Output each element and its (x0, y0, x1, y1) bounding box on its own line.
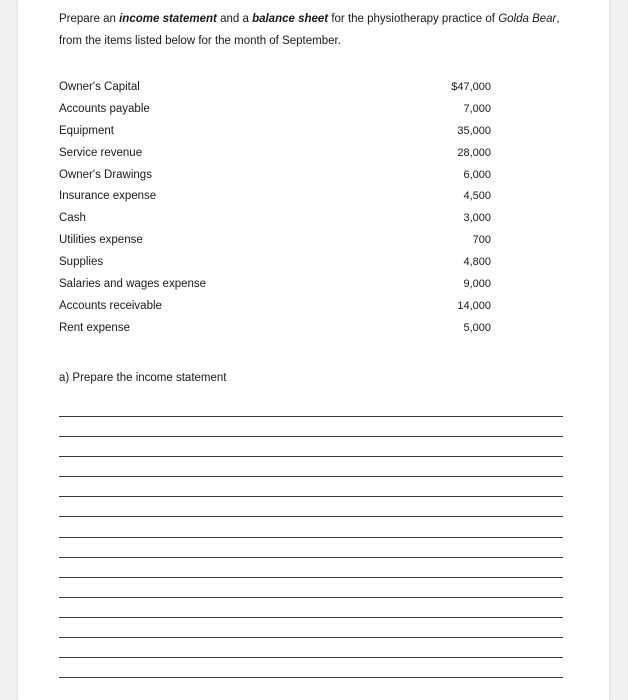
list-item (59, 207, 491, 229)
answer-line[interactable] (59, 437, 563, 457)
intro-text-4: , from the items listed below for the month of September. (59, 13, 560, 47)
list-item (59, 185, 491, 207)
item-amount: 4,800 (463, 256, 491, 269)
list-item (59, 273, 491, 295)
list-item (59, 251, 491, 273)
item-label: Cash (59, 212, 86, 225)
list-item (59, 98, 491, 120)
item-amount: 5,000 (463, 321, 491, 334)
intro-practice-owner: Golda Bear (498, 13, 557, 25)
answer-line[interactable] (59, 578, 563, 598)
item-amount: 28,000 (457, 146, 491, 159)
answer-line[interactable] (59, 558, 563, 578)
item-label: Service revenue (59, 146, 143, 159)
item-label: Utilities expense (59, 234, 143, 247)
list-item (59, 229, 491, 251)
item-amount: 700 (472, 234, 491, 247)
item-amount: 7,000 (463, 102, 491, 115)
item-label: Equipment (59, 124, 114, 137)
part-a-heading: a) Prepare the income statement (59, 372, 227, 384)
list-item (59, 76, 491, 98)
list-item (59, 142, 491, 164)
item-label: Owner's Drawings (59, 168, 152, 181)
list-item (59, 164, 491, 186)
list-item (59, 120, 491, 142)
list-item (59, 317, 491, 339)
item-amount: 35,000 (457, 124, 491, 137)
answer-line[interactable] (59, 658, 563, 678)
item-label: Owner's Capital (59, 80, 140, 93)
intro-income-statement: income statement (119, 13, 217, 25)
answer-line[interactable] (59, 618, 563, 638)
answer-line[interactable] (59, 417, 563, 437)
item-label: Insurance expense (59, 190, 157, 203)
answer-line[interactable] (59, 598, 563, 618)
intro-text-1: Prepare an (59, 13, 120, 25)
item-label: Salaries and wages expense (59, 277, 207, 290)
intro-balance-sheet: balance sheet (252, 13, 329, 25)
item-amount: 3,000 (463, 212, 491, 225)
intro-text-2: and a (216, 13, 253, 25)
item-amount: 14,000 (457, 299, 491, 312)
item-label: Rent expense (59, 321, 130, 334)
item-amount: $47,000 (451, 80, 491, 93)
item-label: Supplies (59, 256, 104, 269)
item-amount: 6,000 (463, 168, 491, 181)
answer-line[interactable] (59, 638, 563, 658)
item-amount: 4,500 (463, 190, 491, 203)
instructions (59, 8, 579, 52)
item-label: Accounts payable (59, 102, 150, 115)
answer-lines (59, 416, 563, 678)
answer-line[interactable] (59, 457, 563, 477)
intro-text-3: for the physiotherapy practice of (328, 13, 499, 25)
item-amount: 9,000 (463, 277, 491, 290)
answer-line[interactable] (59, 477, 563, 497)
items-list (59, 76, 491, 339)
answer-line[interactable] (59, 497, 563, 517)
list-item (59, 295, 491, 317)
answer-line[interactable] (59, 538, 563, 558)
document-page (18, 0, 609, 700)
item-label: Accounts receivable (59, 299, 162, 312)
answer-line[interactable] (59, 517, 563, 537)
